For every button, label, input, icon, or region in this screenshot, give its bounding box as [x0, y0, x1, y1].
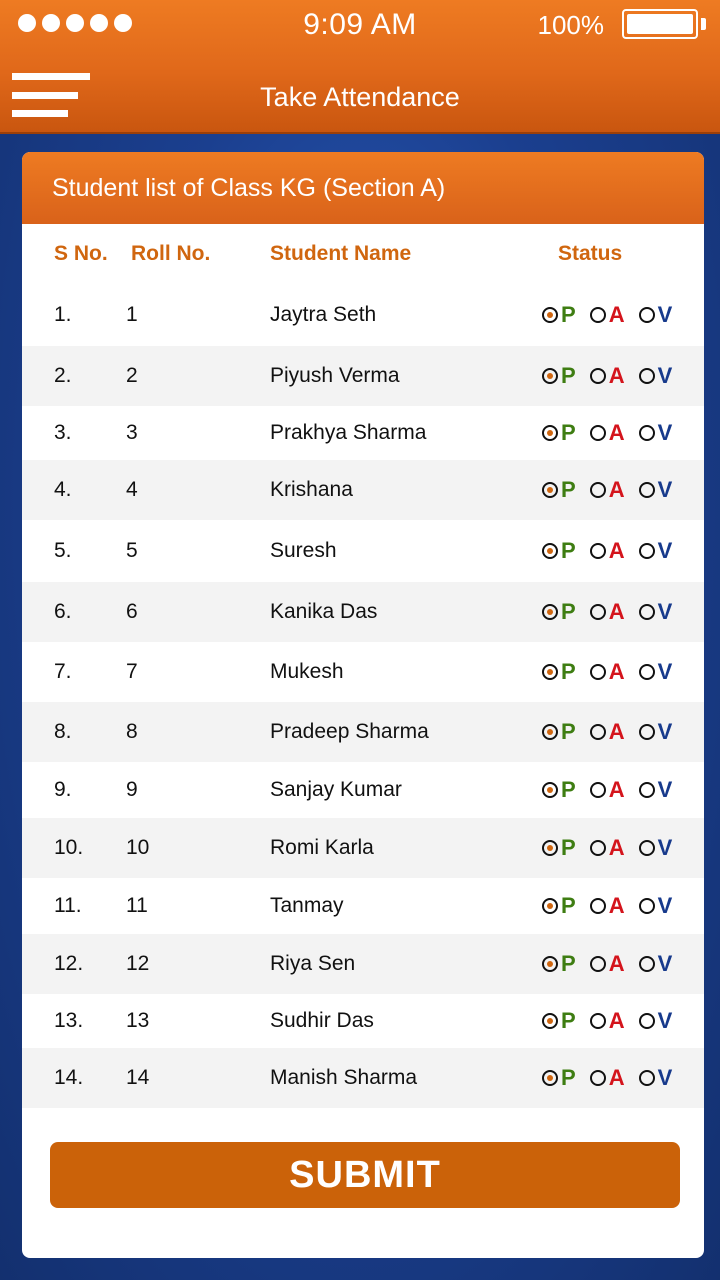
status-label-absent: A [608, 477, 625, 502]
radio-button-icon[interactable] [542, 664, 558, 680]
radio-button-icon[interactable] [542, 425, 558, 441]
status-option-absent[interactable] [590, 538, 625, 564]
row-roll-number: 11 [126, 894, 148, 917]
radio-button-icon[interactable] [639, 782, 655, 798]
radio-button-icon[interactable] [639, 664, 655, 680]
radio-button-icon[interactable] [639, 482, 655, 498]
battery-tip-icon [701, 18, 706, 30]
status-radio-group [542, 659, 672, 685]
radio-button-icon[interactable] [639, 898, 655, 914]
status-radio-group [542, 420, 672, 446]
status-label-present: P [561, 538, 576, 563]
radio-button-icon[interactable] [590, 782, 606, 798]
battery-percentage: 100% [537, 10, 604, 40]
radio-button-icon[interactable] [590, 1070, 606, 1086]
status-label-present: P [561, 1008, 576, 1033]
status-label-absent: A [608, 777, 625, 802]
table-row [22, 994, 704, 1048]
status-option-absent[interactable] [590, 893, 625, 919]
status-label-v: V [657, 1008, 673, 1033]
row-student-name: Krishana [270, 478, 353, 501]
radio-button-icon[interactable] [590, 956, 606, 972]
radio-button-icon[interactable] [590, 307, 606, 323]
radio-button-icon[interactable] [639, 724, 655, 740]
status-option-v[interactable] [639, 420, 673, 446]
status-label-v: V [657, 363, 673, 388]
status-label-absent: A [608, 893, 625, 918]
status-radio-group [542, 1008, 672, 1034]
table-header [22, 224, 704, 284]
status-option-absent[interactable] [590, 420, 625, 446]
table-row [22, 702, 704, 762]
status-option-present[interactable] [542, 538, 576, 564]
status-option-v[interactable] [639, 363, 673, 389]
table-row [22, 934, 704, 994]
radio-button-icon[interactable] [590, 724, 606, 740]
status-option-absent[interactable] [590, 477, 625, 503]
status-option-v[interactable] [639, 477, 673, 503]
status-label-present: P [561, 302, 576, 327]
student-table-body [22, 284, 704, 1108]
row-student-name: Romi Karla [270, 836, 374, 859]
status-option-absent[interactable] [590, 599, 625, 625]
status-option-absent[interactable] [590, 835, 625, 861]
row-serial-number: 5. [54, 539, 72, 562]
status-option-absent[interactable] [590, 777, 625, 803]
status-label-v: V [657, 302, 673, 327]
radio-button-icon[interactable] [542, 307, 558, 323]
status-label-v: V [657, 951, 673, 976]
status-option-v[interactable] [639, 599, 673, 625]
row-student-name: Sanjay Kumar [270, 778, 402, 801]
row-serial-number: 10. [54, 836, 84, 859]
status-label-present: P [561, 477, 576, 502]
row-serial-number: 8. [54, 720, 72, 743]
row-serial-number: 2. [54, 364, 72, 387]
table-row [22, 818, 704, 878]
row-serial-number: 11. [54, 894, 82, 917]
radio-button-icon[interactable] [639, 543, 655, 559]
status-label-present: P [561, 893, 576, 918]
status-label-present: P [561, 363, 576, 388]
status-radio-group [542, 599, 672, 625]
status-option-present[interactable] [542, 835, 576, 861]
radio-button-icon[interactable] [590, 368, 606, 384]
status-option-absent[interactable] [590, 302, 625, 328]
row-roll-number: 9 [126, 778, 138, 801]
status-option-present[interactable] [542, 1008, 576, 1034]
radio-button-icon[interactable] [542, 1013, 558, 1029]
status-bar [0, 0, 720, 52]
row-roll-number: 6 [126, 600, 138, 623]
table-row [22, 346, 704, 406]
radio-button-icon[interactable] [590, 898, 606, 914]
status-label-present: P [561, 420, 576, 445]
status-option-present[interactable] [542, 363, 576, 389]
status-option-v[interactable] [639, 893, 673, 919]
radio-button-icon[interactable] [590, 664, 606, 680]
radio-button-icon[interactable] [639, 840, 655, 856]
radio-button-icon[interactable] [639, 1013, 655, 1029]
status-label-absent: A [608, 719, 625, 744]
status-option-present[interactable] [542, 719, 576, 745]
status-radio-group [542, 893, 672, 919]
row-student-name: Pradeep Sharma [270, 720, 429, 743]
row-roll-number: 1 [126, 303, 138, 326]
radio-button-icon[interactable] [639, 956, 655, 972]
row-student-name: Piyush Verma [270, 364, 400, 387]
table-row [22, 582, 704, 642]
row-serial-number: 9. [54, 778, 72, 801]
row-roll-number: 12 [126, 952, 150, 975]
header-roll: Roll No. [131, 242, 211, 265]
table-row [22, 642, 704, 702]
radio-button-icon[interactable] [542, 898, 558, 914]
status-option-v[interactable] [639, 302, 673, 328]
radio-button-icon[interactable] [542, 840, 558, 856]
table-row [22, 460, 704, 520]
row-serial-number: 6. [54, 600, 72, 623]
row-roll-number: 2 [126, 364, 138, 387]
status-label-v: V [657, 659, 673, 684]
row-serial-number: 4. [54, 478, 72, 501]
radio-button-icon[interactable] [542, 724, 558, 740]
radio-button-icon[interactable] [590, 840, 606, 856]
status-label-v: V [657, 1065, 673, 1090]
status-option-present[interactable] [542, 599, 576, 625]
row-serial-number: 7. [54, 660, 72, 683]
row-student-name: Manish Sharma [270, 1066, 418, 1089]
status-option-present[interactable] [542, 951, 576, 977]
status-option-v[interactable] [639, 538, 673, 564]
status-label-absent: A [608, 420, 625, 445]
header-status: Status [558, 242, 623, 265]
row-roll-number: 10 [126, 836, 150, 859]
row-roll-number: 5 [126, 539, 138, 562]
status-radio-group [542, 951, 672, 977]
table-row [22, 762, 704, 818]
radio-button-icon[interactable] [542, 1070, 558, 1086]
status-option-v[interactable] [639, 951, 673, 977]
status-option-absent[interactable] [590, 1065, 625, 1091]
radio-button-icon[interactable] [542, 482, 558, 498]
status-radio-group [542, 1065, 672, 1091]
status-label-v: V [657, 893, 673, 918]
status-label-v: V [657, 599, 673, 624]
status-label-present: P [561, 659, 576, 684]
status-time: 9:09 AM [303, 8, 417, 41]
status-option-absent[interactable] [590, 719, 625, 745]
status-option-present[interactable] [542, 420, 576, 446]
table-row [22, 284, 704, 346]
status-option-v[interactable] [639, 1065, 673, 1091]
row-roll-number: 4 [126, 478, 138, 501]
row-roll-number: 7 [126, 660, 138, 683]
status-label-absent: A [608, 1065, 625, 1090]
app-header [0, 0, 720, 134]
status-option-v[interactable] [639, 835, 673, 861]
radio-button-icon[interactable] [542, 956, 558, 972]
status-option-present[interactable] [542, 893, 576, 919]
table-row [22, 878, 704, 934]
status-label-absent: A [608, 363, 625, 388]
status-option-v[interactable] [639, 777, 673, 803]
row-student-name: Riya Sen [270, 952, 356, 975]
radio-button-icon[interactable] [590, 604, 606, 620]
student-list-card [22, 152, 704, 1258]
status-radio-group [542, 719, 672, 745]
table-row [22, 406, 704, 460]
status-label-v: V [657, 477, 673, 502]
status-option-present[interactable] [542, 659, 576, 685]
row-serial-number: 3. [54, 421, 72, 444]
status-label-present: P [561, 1065, 576, 1090]
row-student-name: Tanmay [270, 894, 344, 917]
status-radio-group [542, 777, 672, 803]
radio-button-icon[interactable] [542, 368, 558, 384]
status-label-absent: A [608, 951, 625, 976]
status-label-v: V [657, 719, 673, 744]
status-label-v: V [657, 538, 673, 563]
status-label-present: P [561, 719, 576, 744]
status-option-absent[interactable] [590, 363, 625, 389]
radio-button-icon[interactable] [542, 543, 558, 559]
radio-button-icon[interactable] [590, 543, 606, 559]
status-option-present[interactable] [542, 1065, 576, 1091]
row-serial-number: 14. [54, 1066, 84, 1089]
status-radio-group [542, 302, 672, 328]
row-student-name: Kanika Das [270, 600, 378, 623]
radio-button-icon[interactable] [590, 1013, 606, 1029]
header-sno: S No. [54, 242, 108, 265]
status-option-absent[interactable] [590, 659, 625, 685]
row-student-name: Sudhir Das [270, 1009, 374, 1032]
radio-button-icon[interactable] [639, 425, 655, 441]
radio-button-icon[interactable] [639, 368, 655, 384]
radio-button-icon[interactable] [639, 1070, 655, 1086]
status-label-present: P [561, 777, 576, 802]
status-label-present: P [561, 835, 576, 860]
row-serial-number: 12. [54, 952, 84, 975]
status-label-absent: A [608, 659, 625, 684]
status-option-present[interactable] [542, 302, 576, 328]
radio-button-icon[interactable] [542, 782, 558, 798]
page-title: Take Attendance [260, 82, 460, 112]
status-label-v: V [657, 777, 673, 802]
row-student-name: Mukesh [270, 660, 344, 683]
submit-button[interactable]: SUBMIT [50, 1142, 680, 1208]
table-row [22, 520, 704, 582]
status-label-v: V [657, 420, 673, 445]
row-student-name: Suresh [270, 539, 337, 562]
status-label-present: P [561, 599, 576, 624]
status-label-absent: A [608, 835, 625, 860]
table-row [22, 1048, 704, 1108]
row-serial-number: 1. [54, 303, 72, 326]
status-radio-group [542, 538, 672, 564]
status-option-present[interactable] [542, 777, 576, 803]
row-serial-number: 13. [54, 1009, 84, 1032]
status-option-v[interactable] [639, 1008, 673, 1034]
status-radio-group [542, 835, 672, 861]
header-name: Student Name [270, 242, 412, 265]
radio-button-icon[interactable] [542, 604, 558, 620]
status-label-absent: A [608, 302, 625, 327]
radio-button-icon[interactable] [590, 482, 606, 498]
status-radio-group [542, 477, 672, 503]
status-option-absent[interactable] [590, 1008, 625, 1034]
radio-button-icon[interactable] [639, 604, 655, 620]
status-option-present[interactable] [542, 477, 576, 503]
status-label-absent: A [608, 538, 625, 563]
row-roll-number: 3 [126, 421, 138, 444]
status-label-present: P [561, 951, 576, 976]
status-radio-group [542, 363, 672, 389]
radio-button-icon[interactable] [639, 307, 655, 323]
status-option-v[interactable] [639, 719, 673, 745]
status-option-v[interactable] [639, 659, 673, 685]
row-roll-number: 8 [126, 720, 138, 743]
row-student-name: Prakhya Sharma [270, 421, 427, 444]
card-title: Student list of Class KG (Section A) [22, 152, 704, 224]
status-option-absent[interactable] [590, 951, 625, 977]
status-label-absent: A [608, 1008, 625, 1033]
radio-button-icon[interactable] [590, 425, 606, 441]
battery-icon [622, 9, 698, 39]
row-roll-number: 13 [126, 1009, 150, 1032]
status-label-absent: A [608, 599, 625, 624]
status-label-v: V [657, 835, 673, 860]
row-student-name: Jaytra Seth [270, 303, 377, 326]
row-roll-number: 14 [126, 1066, 150, 1089]
